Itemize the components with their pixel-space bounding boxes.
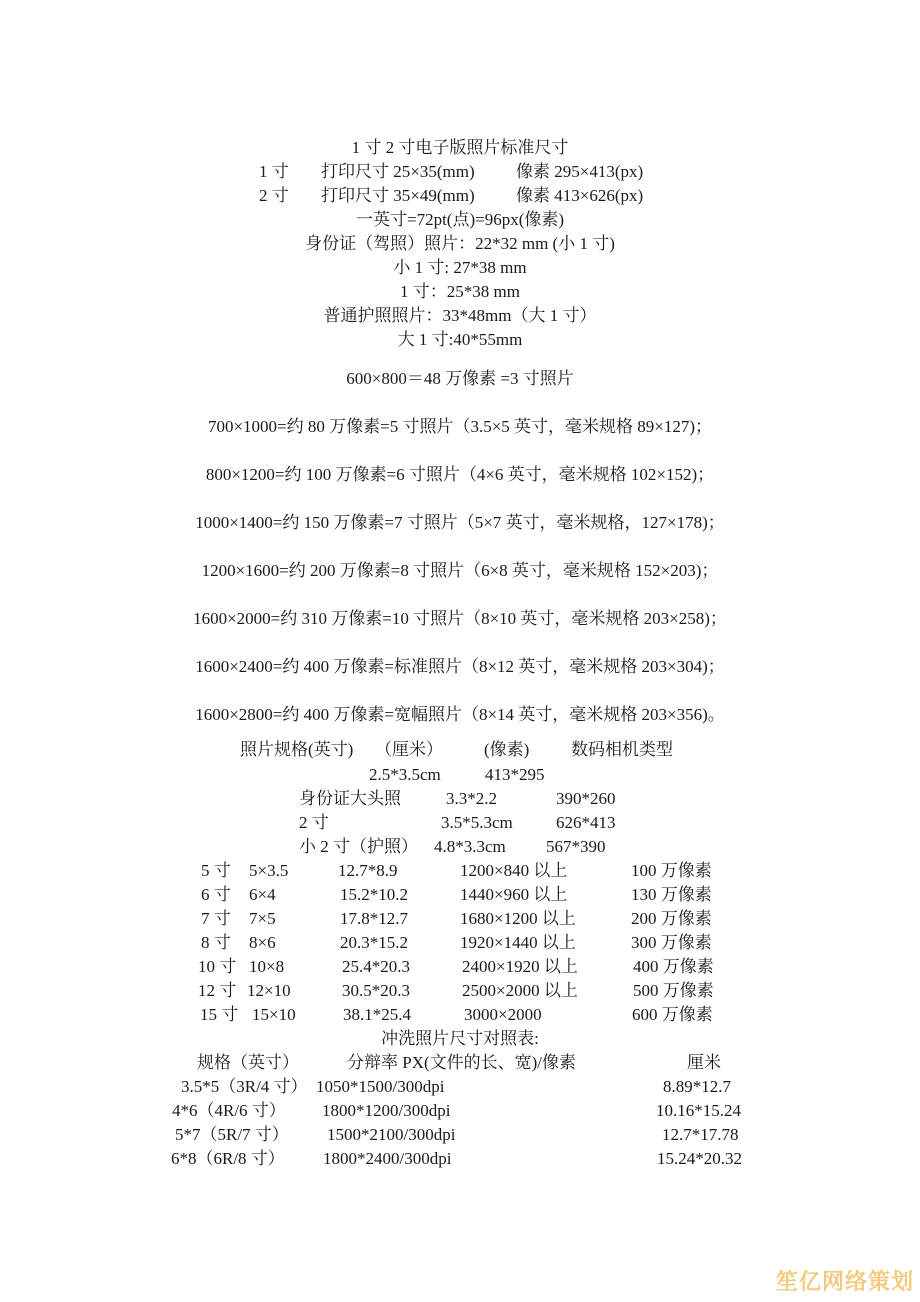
spec-camera: 200 万像素 — [631, 909, 712, 928]
spec-size: 7 寸 — [201, 909, 231, 928]
print-res: 1800*2400/300dpi — [323, 1149, 452, 1168]
pixel-line: 1600×2800=约 400 万像素=宽幅照片（8×14 英寸，毫米规格 203×356)。 — [195, 705, 725, 724]
spec-cm: 38.1*25.4 — [343, 1005, 411, 1024]
spec-size: 12 寸 — [198, 981, 237, 1000]
spec-inch: 15×10 — [252, 1005, 296, 1024]
pixel-line: 700×1000=约 80 万像素=5 寸照片（3.5×5 英寸，毫米规格 89×127)； — [207, 417, 713, 436]
print-header-res: 分辩率 PX(文件的长、宽)/像素 — [347, 1053, 577, 1072]
spec-size: 5 寸 — [201, 861, 231, 880]
pixel-line: 1600×2400=约 400 万像素=标准照片（8×12 英寸，毫米规格 203×304)； — [195, 657, 725, 676]
spec-cm: 25.4*20.3 — [342, 957, 410, 976]
spec-small-name: 小 2 寸（护照） — [299, 837, 418, 856]
spec-inch: 5×3.5 — [249, 861, 289, 880]
large-1cun-size: 大 1 寸:40*55mm — [397, 330, 523, 349]
print-cm: 8.89*12.7 — [663, 1077, 731, 1096]
spec-small-cm: 3.3*2.2 — [446, 789, 497, 808]
size-2cun-print: 打印尺寸 35×49(mm) — [321, 186, 475, 205]
print-res: 1500*2100/300dpi — [327, 1125, 456, 1144]
spec-cm: 17.8*12.7 — [340, 909, 408, 928]
spec-header-px: (像素) — [484, 740, 530, 759]
spec-camera: 500 万像素 — [633, 981, 714, 1000]
inch-note: 一英寸=72pt(点)=96px(像素) — [355, 210, 565, 229]
spec-px: 3000×2000 — [464, 1005, 542, 1024]
pixel-line: 1200×1600=约 200 万像素=8 寸照片（6×8 英寸，毫米规格 152×203)； — [201, 561, 719, 580]
spec-row-cm: 2.5*3.5cm — [369, 765, 441, 784]
print-cm: 10.16*15.24 — [656, 1101, 741, 1120]
size-1cun-name: 1 寸 — [259, 162, 289, 181]
spec-header-camera: 数码相机类型 — [571, 740, 673, 759]
spec-px: 1440×960 以上 — [460, 885, 568, 904]
small-1cun-size: 小 1 寸: 27*38 mm — [393, 258, 527, 277]
spec-inch: 12×10 — [247, 981, 291, 1000]
print-header-cm: 厘米 — [687, 1053, 721, 1072]
spec-size: 6 寸 — [201, 885, 231, 904]
one-cun-size: 1 寸：25*38 mm — [400, 282, 520, 301]
spec-size: 15 寸 — [200, 1005, 239, 1024]
spec-px: 1920×1440 以上 — [460, 933, 576, 952]
spec-camera: 400 万像素 — [633, 957, 714, 976]
spec-cm: 30.5*20.3 — [342, 981, 410, 1000]
print-spec: 4*6（4R/6 寸） — [172, 1101, 286, 1120]
passport-size: 普通护照照片：33*48mm（大 1 寸） — [323, 306, 597, 325]
size-1cun-pixels: 像素 295×413(px) — [516, 162, 644, 181]
spec-header-cm: （厘米） — [375, 740, 443, 759]
page-title: 1 寸 2 寸电子版照片标准尺寸 — [351, 138, 569, 157]
spec-camera: 600 万像素 — [632, 1005, 713, 1024]
pixel-line: 800×1200=约 100 万像素=6 寸照片（4×6 英寸，毫米规格 102×152)； — [205, 465, 715, 484]
print-spec: 3.5*5（3R/4 寸） — [181, 1077, 308, 1096]
pixel-line: 1600×2000=约 310 万像素=10 寸照片（8×10 英寸，毫米规格 203×258)； — [193, 609, 727, 628]
spec-row-px: 413*295 — [485, 765, 545, 784]
spec-px: 1680×1200 以上 — [460, 909, 576, 928]
print-spec: 6*8（6R/8 寸） — [171, 1149, 285, 1168]
print-cm: 15.24*20.32 — [657, 1149, 742, 1168]
spec-small-name: 2 寸 — [299, 813, 329, 832]
print-res: 1800*1200/300dpi — [322, 1101, 451, 1120]
spec-small-px: 567*390 — [546, 837, 606, 856]
pixel-line: 1000×1400=约 150 万像素=7 寸照片（5×7 英寸，毫米规格，127×178)； — [195, 513, 725, 532]
spec-header-inch: 照片规格(英寸) — [240, 740, 354, 759]
spec-size: 8 寸 — [201, 933, 231, 952]
spec-small-cm: 4.8*3.3cm — [434, 837, 506, 856]
spec-small-px: 390*260 — [556, 789, 616, 808]
spec-px: 2400×1920 以上 — [462, 957, 578, 976]
size-2cun-pixels: 像素 413×626(px) — [516, 186, 644, 205]
spec-camera: 130 万像素 — [631, 885, 712, 904]
id-photo-size: 身份证（驾照）照片：22*32 mm (小 1 寸) — [305, 234, 615, 253]
size-2cun-name: 2 寸 — [259, 186, 289, 205]
print-table-title: 冲洗照片尺寸对照表: — [381, 1029, 539, 1048]
print-header-spec: 规格（英寸） — [197, 1053, 299, 1072]
pixel-line: 600×800＝48 万像素 =3 寸照片 — [346, 369, 574, 388]
spec-inch: 6×4 — [249, 885, 276, 904]
spec-inch: 7×5 — [249, 909, 276, 928]
print-cm: 12.7*17.78 — [662, 1125, 739, 1144]
spec-size: 10 寸 — [198, 957, 237, 976]
spec-small-name: 身份证大头照 — [299, 789, 401, 808]
spec-cm: 15.2*10.2 — [340, 885, 408, 904]
spec-small-px: 626*413 — [556, 813, 616, 832]
size-1cun-print: 打印尺寸 25×35(mm) — [321, 162, 475, 181]
spec-small-cm: 3.5*5.3cm — [441, 813, 513, 832]
print-res: 1050*1500/300dpi — [316, 1077, 445, 1096]
spec-cm: 20.3*15.2 — [340, 933, 408, 952]
spec-px: 2500×2000 以上 — [462, 981, 578, 1000]
spec-inch: 10×8 — [249, 957, 285, 976]
spec-inch: 8×6 — [249, 933, 276, 952]
spec-cm: 12.7*8.9 — [338, 861, 398, 880]
watermark-logo: 笙亿网络策划 — [775, 1270, 914, 1295]
print-spec: 5*7（5R/7 寸） — [175, 1125, 289, 1144]
spec-camera: 300 万像素 — [631, 933, 712, 952]
spec-px: 1200×840 以上 — [460, 861, 568, 880]
spec-camera: 100 万像素 — [631, 861, 712, 880]
